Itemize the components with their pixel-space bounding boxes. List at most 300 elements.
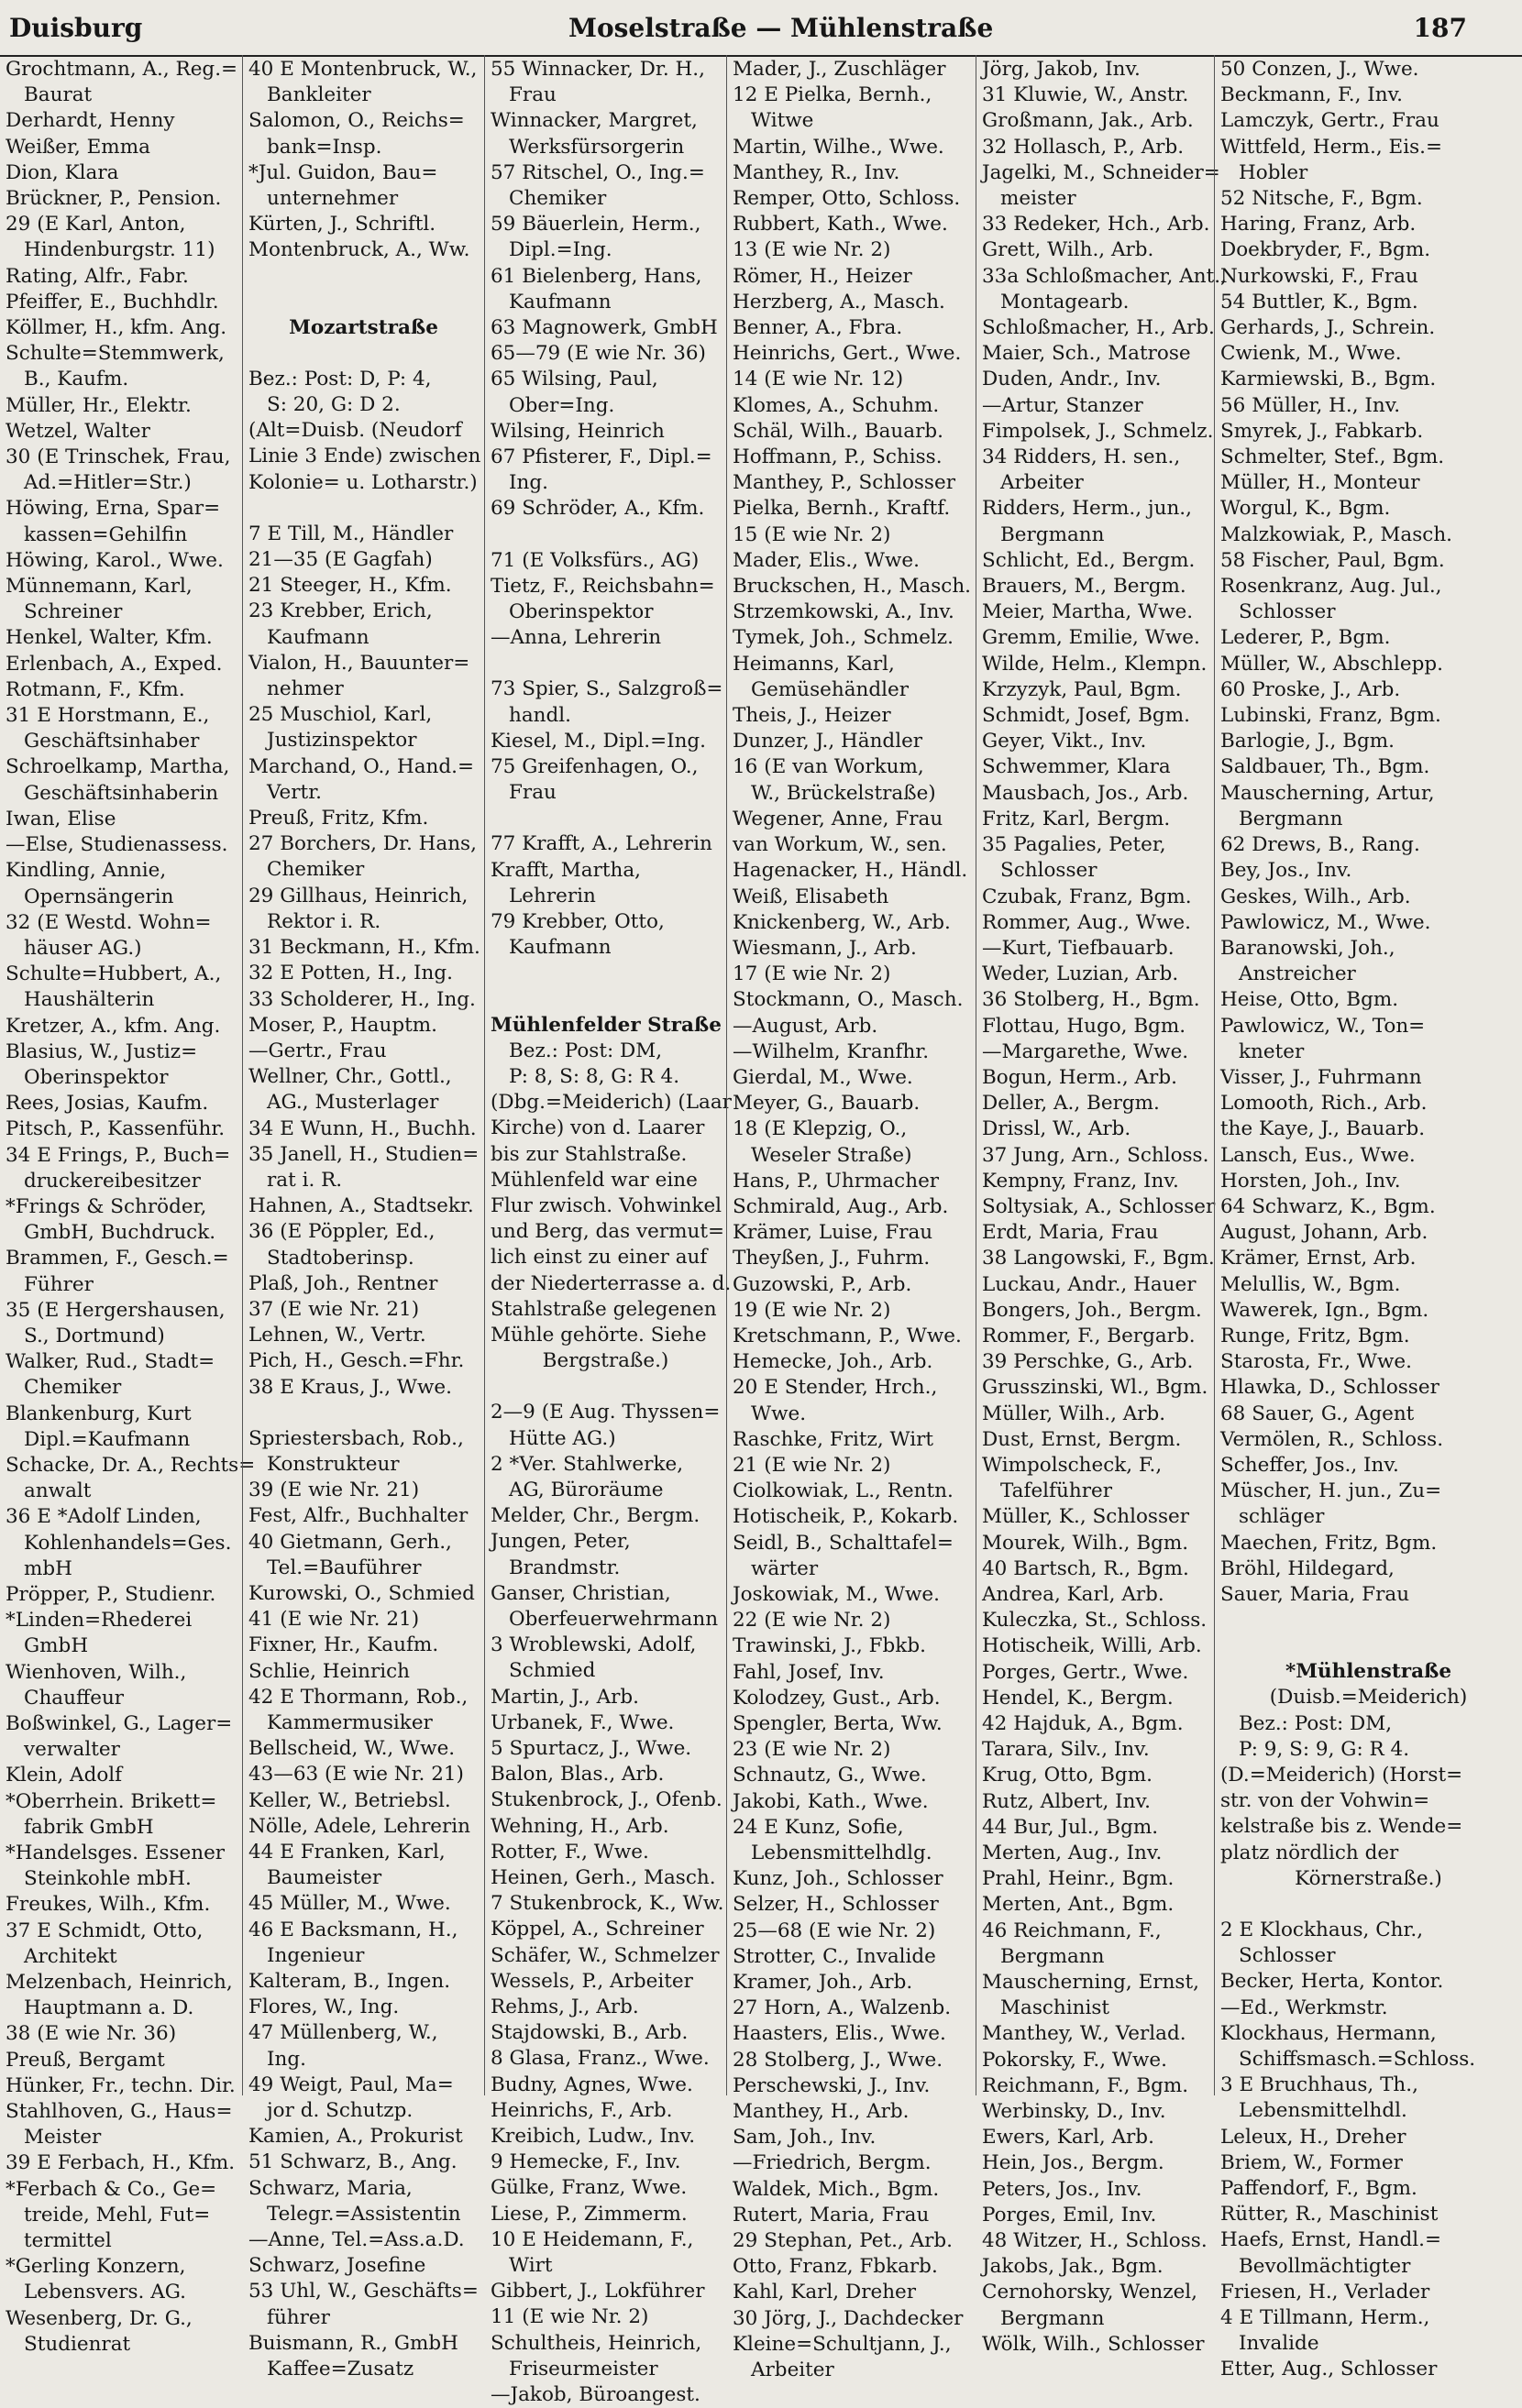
directory-entry: Visser, J., Fuhrmann: [1220, 1065, 1422, 1089]
directory-entry: Raschke, Fritz, Wirt: [733, 1427, 934, 1451]
entry-continuation: Maschinist: [1000, 1996, 1110, 2020]
directory-entry: 68 Sauer, G., Agent: [1220, 1402, 1415, 1425]
entry-continuation: Schmied: [509, 1659, 596, 1683]
directory-entry: Iwan, Elise: [6, 807, 116, 830]
entry-continuation: Dipl.=Kaufmann: [24, 1427, 191, 1451]
directory-entry: Schäfer, W., Schmelzer: [491, 1943, 720, 1967]
directory-entry: Smyrek, J., Fabkarb.: [1220, 419, 1424, 443]
entry-continuation: Lebensmittelhdl.: [1239, 2099, 1407, 2123]
directory-entry: Kretzer, A., kfm. Ang.: [6, 1014, 221, 1038]
directory-entry: 35 (E Hergershausen,: [6, 1298, 226, 1322]
directory-entry: Preuß, Bergamt: [6, 2048, 165, 2072]
directory-entry: Jakobi, Kath., Wwe.: [733, 1789, 929, 1813]
directory-entry: Haring, Franz, Arb.: [1220, 213, 1417, 236]
directory-entry: Hotischeik, P., Kokarb.: [733, 1505, 959, 1529]
entry-continuation: Schiffsmasch.=Schloss.: [1239, 2048, 1476, 2072]
directory-entry: Kleine=Schultjann, J.,: [733, 2332, 952, 2356]
directory-entry: 51 Schwarz, B., Ang.: [248, 2150, 458, 2174]
directory-entry: 61 Bielenberg, Hans,: [491, 264, 702, 288]
directory-entry: 57 Ritschel, O., Ing.=: [491, 160, 705, 184]
directory-entry: Gerhards, J., Schrein.: [1220, 316, 1436, 340]
directory-entry: Klein, Adolf: [6, 1764, 123, 1787]
directory-entry: 28 Stolberg, J., Wwe.: [733, 2048, 943, 2072]
entry-continuation: Baurat: [24, 83, 93, 107]
directory-entry: 22 (E wie Nr. 2): [733, 1609, 891, 1633]
directory-entry: Runge, Fritz, Bgm.: [1220, 1324, 1410, 1347]
directory-entry: 2 E Klockhaus, Chr.,: [1220, 1919, 1424, 1942]
street-note: Bergstraße.): [542, 1349, 669, 1373]
directory-entry: Schnautz, G., Wwe.: [733, 1764, 927, 1787]
directory-entry: *Jul. Guidon, Bau=: [248, 160, 438, 184]
directory-entry: Rutert, Maria, Frau: [733, 2203, 930, 2227]
entry-continuation: Ad.=Hitler=Str.): [24, 471, 192, 495]
directory-entry: Porges, Emil, Inv.: [982, 2203, 1157, 2227]
directory-entry: 20 E Stender, Hrch.,: [733, 1376, 938, 1400]
directory-entry: kelstraße bis z. Wende=: [1220, 1815, 1463, 1839]
directory-entry: Martin, J., Arb.: [491, 1685, 639, 1709]
entry-continuation: Kohlenhandels=Ges.: [24, 1531, 232, 1555]
directory-entry: 25 Muschiol, Karl,: [248, 703, 433, 727]
directory-entry: 27 Borchers, Dr. Hans,: [248, 832, 477, 856]
entry-continuation: kassen=Gehilfin: [24, 522, 188, 546]
directory-entry: 32 (E Westd. Wohn=: [6, 910, 212, 934]
column-4: [726, 55, 976, 2382]
directory-entry: Meyer, G., Bauarb.: [733, 1092, 921, 1116]
directory-entry: und Berg, das vermut=: [491, 1220, 725, 1244]
directory-entry: —Anna, Lehrerin: [491, 626, 662, 650]
entry-continuation: Invalide: [1239, 2332, 1319, 2356]
directory-entry: Krug, Otto, Bgm.: [982, 1764, 1153, 1787]
directory-entry: 32 Hollasch, P., Arb.: [982, 135, 1185, 159]
directory-entry: Grochtmann, A., Reg.=: [6, 58, 238, 81]
entry-continuation: B., Kaufm.: [24, 368, 129, 391]
directory-entry: Cernohorsky, Wenzel,: [982, 2281, 1198, 2304]
directory-entry: Geskes, Wilh., Arb.: [1220, 885, 1411, 908]
directory-entry: Wegener, Anne, Frau: [733, 807, 943, 830]
entry-continuation: Ing.: [509, 471, 548, 495]
directory-entry: 44 E Franken, Karl,: [248, 1841, 446, 1864]
directory-entry: Etter, Aug., Schlosser: [1220, 2358, 1438, 2381]
directory-entry: Brammen, F., Gesch.=: [6, 1247, 229, 1270]
entry-continuation: Lehrerin: [509, 884, 596, 907]
entry-continuation: Geschäftsinhaber: [24, 730, 200, 753]
directory-entry: Fimpolsek, J., Schmelz.: [982, 419, 1214, 443]
directory-entry: Melullis, W., Bgm.: [1220, 1272, 1401, 1296]
directory-entry: 12 E Pielka, Bernh.,: [733, 83, 932, 107]
entry-continuation: Ingenieur: [267, 1943, 365, 1967]
directory-entry: Kürten, J., Schriftl.: [248, 213, 436, 236]
entry-continuation: P: 9, S: 9, G: R 4.: [1239, 1737, 1410, 1761]
directory-entry: Pitsch, P., Kassenführ.: [6, 1117, 226, 1141]
directory-entry: 42 Hajduk, A., Bgm.: [982, 1712, 1184, 1735]
directory-entry: Vermölen, R., Schloss.: [1220, 1427, 1444, 1451]
directory-entry: str. von der Vohwin=: [1220, 1789, 1430, 1813]
directory-entry: Merten, Ant., Bgm.: [982, 1893, 1175, 1917]
directory-entry: 40 Bartsch, R., Bgm.: [982, 1556, 1189, 1580]
directory-entry: Gülke, Franz, Wwe.: [491, 2176, 688, 2200]
directory-entry: Rees, Josias, Kaufm.: [6, 1092, 209, 1116]
entry-continuation: Schreiner: [24, 600, 123, 624]
directory-entry: Rotter, F., Wwe.: [491, 1840, 649, 1864]
directory-entry: Flur zwisch. Vohwinkel: [491, 1193, 722, 1217]
directory-entry: 77 Krafft, A., Lehrerin: [491, 832, 712, 856]
directory-entry: Mourek, Wilh., Bgm.: [982, 1531, 1189, 1555]
directory-entry: 18 (E Klepzig, O.,: [733, 1117, 908, 1141]
directory-entry: 71 (E Volksfürs., AG): [491, 548, 700, 572]
directory-entry: Meier, Martha, Wwe.: [982, 600, 1194, 624]
directory-entry: Schwarz, Maria,: [248, 2176, 413, 2200]
directory-entry: Drissl, W., Arb.: [982, 1117, 1131, 1141]
directory-entry: 11 (E wie Nr. 2): [491, 2305, 649, 2329]
directory-entry: 3 E Bruchhaus, Th.,: [1220, 2073, 1418, 2097]
directory-entry: Deller, A., Bergm.: [982, 1092, 1160, 1116]
directory-entry: Heise, Otto, Bgm.: [1220, 988, 1399, 1012]
directory-entry: Kreibich, Ludw., Inv.: [491, 2125, 696, 2149]
directory-entry: Scheffer, Jos., Inv.: [1220, 1453, 1399, 1477]
directory-entry: Balon, Blas., Arb.: [491, 1763, 665, 1787]
directory-entry: Gremm, Emilie, Wwe.: [982, 626, 1200, 650]
directory-entry: Linie 3 Ende) zwischen: [248, 445, 481, 468]
directory-entry: Leleux, H., Dreher: [1220, 2125, 1406, 2149]
directory-entry: 41 (E wie Nr. 21): [248, 1608, 420, 1632]
directory-entry: Rosenkranz, Aug. Jul.,: [1220, 575, 1442, 599]
entry-continuation: Geschäftsinhaberin: [24, 781, 219, 805]
directory-entry: Manthey, H., Arb.: [733, 2100, 910, 2124]
directory-entry: 40 E Montenbruck, W.,: [248, 58, 478, 81]
directory-entry: Hagenacker, H., Händl.: [733, 859, 968, 883]
directory-entry: Bongers, Joh., Bergm.: [982, 1298, 1202, 1322]
directory-entry: *Gerling Konzern,: [6, 2255, 186, 2279]
directory-entry: Schulte=Hubbert, A.,: [6, 962, 222, 986]
directory-entry: Benner, A., Fbra.: [733, 316, 903, 340]
entry-continuation: schläger: [1239, 1505, 1325, 1529]
directory-entry: Wessels, P., Arbeiter: [491, 1969, 693, 1993]
directory-entry: Jungen, Peter,: [491, 1530, 631, 1554]
directory-entry: Montenbruck, A., Ww.: [248, 238, 470, 262]
entry-continuation: treide, Mehl, Fut=: [24, 2203, 211, 2227]
directory-entry: Dust, Ernst, Bergm.: [982, 1427, 1182, 1451]
directory-entry: 49 Weigt, Paul, Ma=: [248, 2073, 454, 2096]
directory-entry: Guzowski, P., Arb.: [733, 1272, 912, 1296]
directory-entry: Lubinski, Franz, Bgm.: [1220, 704, 1441, 728]
entry-continuation: Tel.=Bauführer: [267, 1556, 422, 1579]
spacer: [248, 1401, 479, 1426]
entry-continuation: Konstrukteur: [267, 1452, 400, 1476]
directory-entry: Melzenbach, Heinrich,: [6, 1971, 233, 1995]
entry-continuation: bank=Insp.: [267, 135, 382, 159]
directory-entry: Grusszinski, Wl., Bgm.: [982, 1376, 1208, 1400]
entry-continuation: wärter: [751, 1556, 819, 1580]
entry-continuation: P: 8, S: 8, G: R 4.: [509, 1064, 680, 1088]
directory-entry: Haefs, Ernst, Handl.=: [1220, 2228, 1442, 2252]
directory-entry: Paffendorf, F., Bgm.: [1220, 2177, 1417, 2201]
street-note: (Duisb.=Meiderich): [1269, 1686, 1468, 1710]
column-6: [1214, 55, 1522, 2381]
entry-continuation: druckereibesitzer: [24, 1169, 201, 1193]
column-5: [976, 55, 1227, 2356]
directory-entry: 10 E Heidemann, F.,: [491, 2227, 694, 2251]
directory-entry: Manthey, W., Verlad.: [982, 2022, 1186, 2046]
directory-entry: 17 (E wie Nr. 2): [733, 962, 891, 986]
spacer: [491, 962, 721, 987]
directory-entry: 8 Glasa, Franz., Wwe.: [491, 2047, 710, 2071]
directory-entry: Salomon, O., Reichs=: [248, 109, 465, 133]
directory-entry: Freukes, Wilh., Kfm.: [6, 1893, 211, 1917]
directory-entry: August, Johann, Arb.: [1220, 1221, 1428, 1245]
directory-entry: 40 Gietmann, Gerh.,: [248, 1530, 452, 1554]
directory-entry: Klockhaus, Hermann,: [1220, 2021, 1437, 2045]
directory-entry: Heinen, Gerh., Masch.: [491, 1866, 716, 1889]
directory-entry: Höwing, Erna, Spar=: [6, 497, 221, 521]
directory-entry: Czubak, Franz, Bgm.: [982, 885, 1192, 908]
column-2: [242, 55, 484, 2381]
directory-entry: 39 Perschke, G., Arb.: [982, 1350, 1194, 1374]
entry-continuation: Hindenburgstr. 11): [24, 238, 215, 262]
directory-entry: Stockmann, O., Masch.: [733, 988, 964, 1012]
spacer: [491, 522, 721, 548]
directory-entry: Saldbauer, Th., Bgm.: [1220, 755, 1430, 779]
directory-entry: Joskowiak, M., Wwe.: [733, 1582, 940, 1606]
directory-entry: Krämer, Luise, Frau: [733, 1221, 933, 1245]
directory-entry: Schäl, Wilh., Bauarb.: [733, 419, 943, 443]
directory-entry: 35 Pagalies, Peter,: [982, 833, 1166, 857]
directory-entry: 37 E Schmidt, Otto,: [6, 1919, 204, 1942]
page-header: [0, 0, 1522, 57]
directory-entry: Manthey, P., Schlosser: [733, 471, 955, 495]
directory-entry: Höwing, Karol., Wwe.: [6, 548, 224, 572]
city-heading: Duisburg: [9, 13, 143, 43]
directory-entry: Mauscherning, Ernst,: [982, 1971, 1199, 1995]
directory-entry: Rating, Alfr., Fabr.: [6, 264, 189, 288]
directory-entry: Mauscherning, Artur,: [1220, 781, 1435, 805]
entry-continuation: Schlosser: [1239, 1944, 1336, 1968]
directory-entry: —Jakob, Büroangest.: [491, 2383, 700, 2407]
directory-entry: Kurowski, O., Schmied: [248, 1581, 475, 1605]
directory-entry: 69 Schröder, A., Kfm.: [491, 497, 705, 521]
entry-continuation: Lebensvers. AG.: [24, 2281, 186, 2304]
column-1: [0, 55, 256, 2356]
directory-entry: Flottau, Hugo, Bgm.: [982, 1014, 1186, 1038]
directory-entry: Nölle, Adele, Lehrerin: [248, 1814, 471, 1838]
directory-entry: 65—79 (E wie Nr. 36): [491, 342, 706, 366]
directory-entry: Gierdal, M., Wwe.: [733, 1065, 913, 1089]
entry-continuation: Hobler: [1239, 160, 1308, 184]
spacer: [1220, 1608, 1516, 1633]
directory-entry: 4 E Tillmann, Herm.,: [1220, 2306, 1430, 2330]
entry-continuation: Friseurmeister: [509, 2357, 658, 2381]
spacer: [248, 341, 479, 367]
directory-entry: Hans, P., Uhrmacher: [733, 1169, 940, 1193]
directory-entry: Müller, Hr., Elektr.: [6, 393, 192, 417]
entry-continuation: Opernsängerin: [24, 885, 174, 908]
directory-entry: Werbinsky, D., Inv.: [982, 2100, 1166, 2124]
directory-entry: Kempny, Franz, Inv.: [982, 1169, 1179, 1193]
directory-entry: Perschewski, J., Inv.: [733, 2073, 931, 2097]
directory-entry: Wienhoven, Wilh.,: [6, 1660, 187, 1684]
entry-continuation: Bevollmächtigter: [1239, 2254, 1411, 2278]
directory-entry: Trawinski, J., Fbkb.: [733, 1634, 926, 1658]
directory-entry: Münnemann, Karl,: [6, 575, 193, 599]
entry-continuation: Bergmann: [1000, 522, 1105, 546]
directory-entry: 37 (E wie Nr. 21): [248, 1297, 420, 1321]
directory-entry: 60 Proske, J., Arb.: [1220, 677, 1401, 701]
directory-entry: Kunz, Joh., Schlosser: [733, 1867, 943, 1891]
directory-entry: Gibbert, J., Lokführer: [491, 2280, 705, 2304]
directory-entry: Schwemmer, Klara: [982, 755, 1171, 779]
directory-entry: Theyßen, J., Fuhrm.: [733, 1247, 931, 1270]
directory-entry: Schlicht, Ed., Bergm.: [982, 548, 1196, 572]
directory-entry: Rotmann, F., Kfm.: [6, 677, 185, 701]
directory-entry: Wittfeld, Herm., Eis.=: [1220, 135, 1442, 159]
directory-entry: Jagelki, M., Schneider=: [982, 160, 1220, 184]
entry-continuation: Schlosser: [1239, 600, 1336, 624]
directory-entry: Hendel, K., Bergm.: [982, 1686, 1174, 1710]
directory-entry: Sauer, Maria, Frau: [1220, 1582, 1410, 1606]
directory-entry: Preuß, Fritz, Kfm.: [248, 807, 429, 830]
directory-entry: Mader, Elis., Wwe.: [733, 548, 920, 572]
directory-entry: Kahl, Karl, Dreher: [733, 2281, 917, 2304]
directory-entry: Rehms, J., Arb.: [491, 1996, 639, 2019]
directory-entry: *Oberrhein. Brikett=: [6, 1789, 217, 1813]
directory-entry: Wehning, H., Arb.: [491, 1814, 669, 1838]
directory-entry: Spriestersbach, Rob.,: [248, 1426, 464, 1450]
directory-entry: Merten, Aug., Inv.: [982, 1842, 1163, 1865]
directory-entry: 31 Beckmann, H., Kfm.: [248, 936, 480, 960]
directory-entry: Boßwinkel, G., Lager=: [6, 1712, 233, 1735]
directory-entry: Schmelter, Stef., Bgm.: [1220, 445, 1445, 469]
entry-continuation: AG., Musterlager: [267, 1091, 439, 1115]
directory-entry: Heimanns, Karl,: [733, 652, 895, 676]
directory-entry: 37 Jung, Arn., Schloss.: [982, 1143, 1209, 1167]
directory-entry: Stajdowski, B., Arb.: [491, 2021, 689, 2045]
entry-continuation: Kaffee=Zusatz: [267, 2358, 414, 2381]
directory-entry: Kalteram, B., Ingen.: [248, 1970, 451, 1994]
directory-entry: Schultheis, Heinrich,: [491, 2331, 702, 2355]
entry-continuation: Wirt: [509, 2254, 553, 2278]
entry-continuation: Oberinspektor: [509, 600, 654, 624]
directory-entry: 13 (E wie Nr. 2): [733, 238, 891, 262]
entry-continuation: termittel: [24, 2229, 112, 2253]
directory-entry: Fest, Alfr., Buchhalter: [248, 1504, 469, 1528]
directory-entry: Hein, Jos., Bergm.: [982, 2151, 1164, 2175]
directory-entry: Urbanek, F., Wwe.: [491, 1710, 675, 1734]
directory-entry: Martin, Wilhe., Wwe.: [733, 135, 944, 159]
directory-entry: 23 Krebber, Erich,: [248, 599, 433, 623]
directory-entry: Rubbert, Kath., Wwe.: [733, 213, 948, 236]
directory-entry: Kramer, Joh., Arb.: [733, 1971, 913, 1995]
street-heading: *Mühlenstraße: [1285, 1660, 1452, 1684]
directory-entry: Schloßmacher, H., Arb.: [982, 316, 1215, 340]
spacer: [1220, 1633, 1516, 1659]
directory-entry: Bez.: Post: D, P: 4,: [248, 367, 432, 390]
directory-entry: —Wilhelm, Kranfhr.: [733, 1039, 930, 1063]
entry-continuation: Ing.: [267, 2047, 306, 2071]
directory-entry: Krzyzyk, Paul, Bgm.: [982, 677, 1182, 701]
directory-entry: Fahl, Josef, Inv.: [733, 1660, 885, 1684]
entry-continuation: Chemiker: [24, 1376, 122, 1400]
directory-entry: Römer, H., Heizer: [733, 264, 912, 288]
directory-entry: Blankenburg, Kurt: [6, 1402, 192, 1425]
directory-entry: Buismann, R., GmbH: [248, 2331, 458, 2355]
directory-entry: Barlogie, J., Bgm.: [1220, 730, 1395, 753]
directory-entry: Schmirald, Aug., Arb.: [733, 1194, 949, 1218]
entry-continuation: Arbeiter: [1000, 471, 1084, 495]
entry-continuation: Rektor i. R.: [267, 909, 381, 933]
directory-entry: 46 Reichmann, F.,: [982, 1919, 1162, 1942]
page-number: 187: [1413, 13, 1467, 43]
entry-continuation: Chauffeur: [24, 1686, 125, 1710]
entry-continuation: Weseler Straße): [751, 1143, 912, 1167]
directory-entry: the Kaye, J., Bauarb.: [1220, 1117, 1426, 1141]
directory-entry: 14 (E wie Nr. 12): [733, 368, 904, 391]
directory-entry: Fixner, Hr., Kaufm.: [248, 1633, 439, 1657]
directory-entry: Ganser, Christian,: [491, 1581, 671, 1605]
directory-entry: Mausbach, Jos., Arb.: [982, 781, 1189, 805]
directory-entry: Müscher, H. jun., Zu=: [1220, 1479, 1442, 1503]
directory-entry: 31 E Horstmann, E.,: [6, 704, 210, 728]
directory-entry: Hoffmann, P., Schiss.: [733, 445, 943, 469]
directory-entry: 58 Fischer, Paul, Bgm.: [1220, 548, 1445, 572]
directory-entry: Lamczyk, Gertr., Frau: [1220, 109, 1439, 133]
directory-entry: der Niederterrasse a. d.: [491, 1271, 732, 1295]
entry-continuation: Frau: [509, 83, 557, 107]
directory-entry: 43—63 (E wie Nr. 21): [248, 1763, 464, 1787]
directory-entry: 16 (E van Workum,: [733, 755, 924, 779]
directory-entry: Vialon, H., Bauunter=: [248, 651, 470, 675]
directory-entry: Lomooth, Rich., Arb.: [1220, 1092, 1428, 1116]
directory-entry: Schwarz, Josefine: [248, 2254, 426, 2278]
entry-continuation: Telegr.=Assistentin: [267, 2202, 461, 2226]
directory-entry: 33 Scholderer, H., Ing.: [248, 987, 476, 1011]
directory-entry: 27 Horn, A., Walzenb.: [733, 1996, 952, 2020]
directory-entry: 67 Pfisterer, F., Dipl.=: [491, 445, 712, 469]
entry-continuation: Justizinspektor: [267, 729, 417, 753]
entry-continuation: meister: [1000, 187, 1076, 211]
directory-entry: 59 Bäuerlein, Herm.,: [491, 213, 701, 236]
directory-entry: Heinrichs, F., Arb.: [491, 2098, 673, 2122]
directory-entry: Lehnen, W., Vertr.: [248, 1324, 426, 1347]
directory-entry: Müller, H., Monteur: [1220, 471, 1420, 495]
spacer: [248, 264, 479, 290]
directory-entry: 15 (E wie Nr. 2): [733, 522, 891, 546]
directory-entry: 35 Janell, H., Studien=: [248, 1142, 480, 1166]
directory-entry: Reichmann, F., Bgm.: [982, 2073, 1189, 2097]
entry-continuation: S., Dortmund): [24, 1324, 165, 1347]
directory-entry: Liese, P., Zimmerm.: [491, 2202, 688, 2226]
directory-entry: Dunzer, J., Händler: [733, 730, 923, 753]
entry-continuation: Brandmstr.: [509, 1556, 621, 1579]
directory-entry: 29 Stephan, Pet., Arb.: [733, 2229, 953, 2253]
directory-entry: Pokorsky, F., Wwe.: [982, 2048, 1167, 2072]
directory-entry: Bröhl, Hildegard,: [1220, 1556, 1395, 1580]
directory-entry: Friesen, H., Verlader: [1220, 2280, 1430, 2304]
entry-continuation: Bergmann: [1239, 807, 1343, 830]
directory-entry: Wilde, Helm., Klempn.: [982, 652, 1208, 676]
directory-entry: 36 E *Adolf Linden,: [6, 1505, 202, 1529]
directory-entry: 42 E Thormann, Rob.,: [248, 1685, 469, 1709]
entry-continuation: Meister: [24, 2126, 102, 2150]
directory-entry: Brauers, M., Bergm.: [982, 575, 1186, 599]
directory-entry: Müller, Wilh., Arb.: [982, 1402, 1166, 1425]
directory-entry: 46 E Backsmann, H.,: [248, 1918, 458, 1941]
directory-entry: Wesenberg, Dr. G.,: [6, 2306, 193, 2330]
directory-entry: Weder, Luzian, Arb.: [982, 962, 1179, 986]
directory-entry: 65 Wilsing, Paul,: [491, 368, 658, 391]
directory-entry: Kuleczka, St., Schloss.: [982, 1609, 1208, 1633]
directory-entry: (Alt=Duisb. (Neudorf: [248, 419, 462, 443]
directory-entry: Pfeiffer, E., Buchhdlr.: [6, 290, 219, 313]
entry-continuation: AG, Büroräume: [509, 1478, 664, 1501]
